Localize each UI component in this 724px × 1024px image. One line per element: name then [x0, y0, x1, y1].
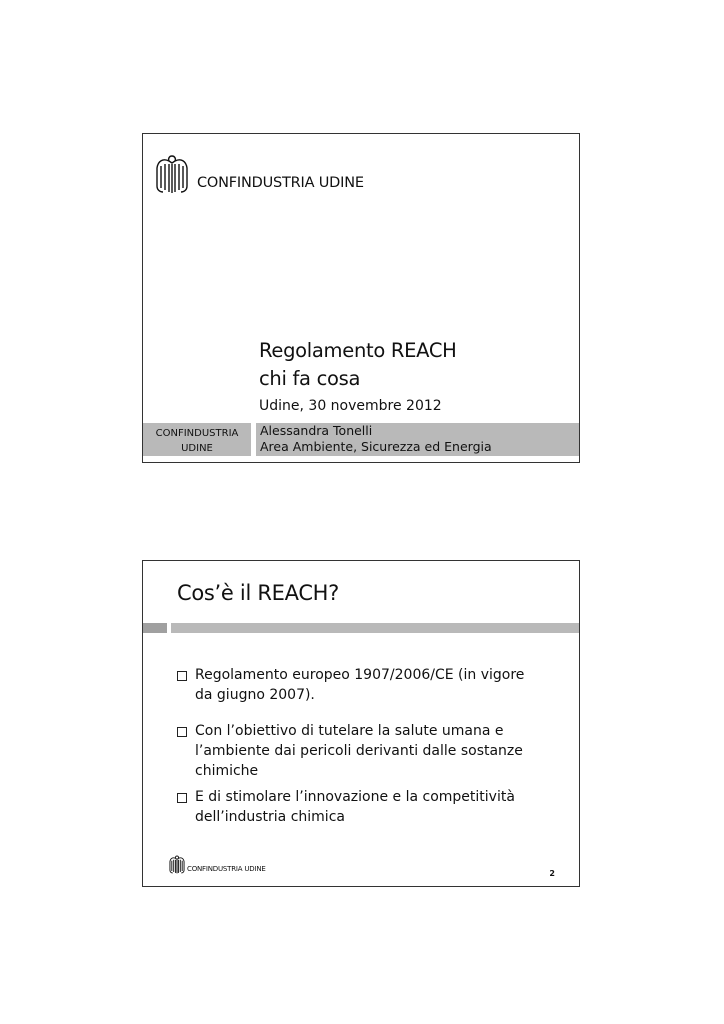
slide-title: Cos’è il REACH?	[177, 581, 340, 605]
author-department: Area Ambiente, Sicurezza ed Energia	[260, 439, 492, 454]
bullet-text: Regolamento europeo 1907/2006/CE (in vigore da giugno 2007).	[195, 667, 525, 703]
confindustria-logo	[155, 152, 364, 194]
footer-org-line2: UDINE	[181, 443, 213, 454]
bullet-list	[177, 665, 557, 827]
page-number: 2	[549, 869, 555, 878]
title-bar	[171, 623, 579, 633]
square-bullet-icon	[177, 793, 187, 803]
footer-organization	[143, 423, 251, 456]
title-bar-accent	[143, 623, 167, 633]
bullet-item	[177, 665, 557, 705]
bullet-item	[177, 721, 557, 781]
logo-text: CONFINDUSTRIA UDINE	[187, 865, 266, 873]
title-block	[259, 337, 457, 417]
bullet-item	[177, 787, 557, 827]
slide-1	[142, 133, 580, 463]
presentation-title: Regolamento REACH	[259, 339, 457, 362]
footer-org-line1: CONFINDUSTRIA	[155, 428, 239, 439]
confindustria-logo-small	[169, 854, 266, 874]
square-bullet-icon	[177, 727, 187, 737]
square-bullet-icon	[177, 671, 187, 681]
footer-author	[256, 423, 579, 456]
eagle-logo-icon	[155, 152, 189, 194]
slide-2	[142, 560, 580, 887]
logo-text: CONFINDUSTRIA UDINE	[197, 175, 364, 191]
eagle-logo-icon	[169, 854, 185, 874]
presentation-subtitle: chi fa cosa	[259, 367, 361, 390]
bullet-text: E di stimolare l’innovazione e la competitività dell’industria chimica	[195, 789, 515, 825]
author-name: Alessandra Tonelli	[260, 423, 373, 438]
bullet-text: Con l’obiettivo di tutelare la salute umana e l’ambiente dai pericoli derivanti dalle sostanze chimiche	[195, 723, 523, 779]
presentation-date: Udine, 30 novembre 2012	[259, 398, 442, 414]
